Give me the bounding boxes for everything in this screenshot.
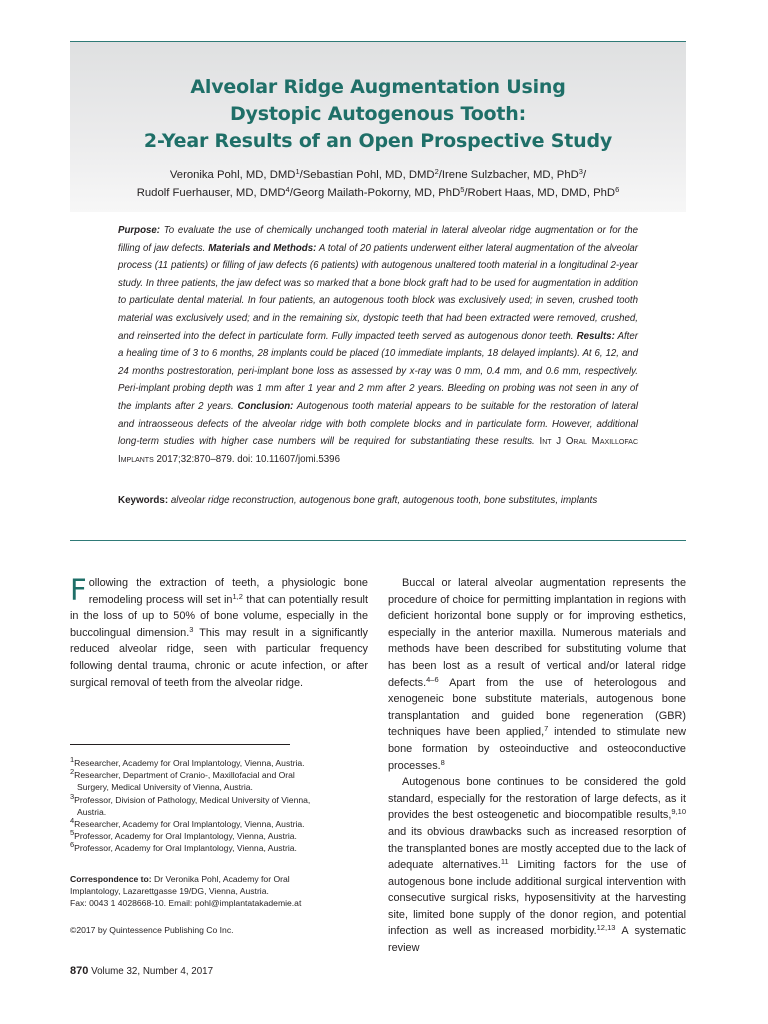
results-text: After a healing time of 3 to 6 months, 28 implants could be placed (10 immediate implants, 18 delayed implants). At 6, 12, and 24 months postrestoration, peri-implant bone loss as assessed by x-ray was 0 mm, 0.4 mm, and 0.6 mm, respectively. Peri-implant probing depth was 1 mm after 1 year and 2 mm after 2 years. Bleeding on probing was not seen in any of the implants after 2 years.	[118, 330, 638, 412]
citation-ref: 3	[189, 624, 194, 634]
body-text: Limiting factors for the use of autogenous bone include additional surgical intervention with consecutive surgical risks, hyposensitivity at the harvesting site, limited bone supply of the donor region, and potential infection as well as increased morbidity.	[388, 859, 687, 938]
author-name: Rudolf Fuerhauser, MD, DMD	[136, 187, 286, 199]
body-text: Apart from the use of heterologous and xenogeneic bone substitute materials, autogenous bone transplantation and guided bone regeneration (GBR) techniques have been applied,	[388, 676, 686, 739]
body-text: and its obvious drawbacks such as increased resorption of the transplanted bones are mostly accepted due to the lack of adequate alternatives.	[388, 825, 686, 872]
body-column-left	[70, 575, 368, 691]
correspondence-contact: Fax: 0043 1 4028668-10. Email: pohl@implantatakademie.at	[70, 898, 302, 909]
footnote-mark: 1	[70, 755, 75, 764]
drop-cap: F	[70, 573, 87, 607]
citation-ref: 9,10	[671, 807, 686, 817]
author-line-2	[70, 184, 686, 202]
body-text: intended to stimulate new bone formation by osteoinductive and osteoconductive processes.	[388, 726, 686, 772]
footnote-text: Professor, Academy for Oral Implantology, Vienna, Austria.	[74, 831, 297, 842]
footnote-text: Surgery, Medical University of Vienna, Austria.	[77, 782, 253, 793]
conclusion-label: Conclusion:	[237, 400, 294, 412]
methods-label: Materials and Methods:	[208, 242, 317, 254]
citation-ref: 7	[544, 724, 549, 734]
body-text: ollowing the extraction of teeth, a physiologic bone remodeling process will set in	[88, 577, 368, 606]
keywords-label: Keywords:	[118, 495, 169, 506]
paragraph	[388, 774, 686, 957]
affiliation-mark: 3	[578, 167, 583, 176]
footnote-text: Researcher, Academy for Oral Implantology, Vienna, Austria.	[74, 758, 305, 768]
body-text: Autogenous bone continues to be considered the gold standard, especially for the restoration of large defects, as it provides the best osteogenetic and biocompatible results,	[388, 776, 686, 822]
citation-ref: 8	[440, 757, 445, 767]
article-title	[70, 74, 686, 155]
copyright: ©2017 by Quintessence Publishing Co Inc.	[70, 925, 234, 935]
correspondence-label: Correspondence to:	[70, 874, 152, 884]
citation: 2017;32:870–879. doi: 10.11607/jomi.5396	[153, 453, 340, 465]
footnote-text: Researcher, Academy for Oral Implantology, Vienna, Austria.	[74, 819, 305, 830]
footnote	[70, 830, 370, 842]
keywords-text: alveolar ridge reconstruction, autogenous bone graft, autogenous tooth, bone substitutes, implants	[168, 495, 598, 506]
title-line-1: Alveolar Ridge Augmentation Using	[190, 76, 566, 98]
footnote	[70, 818, 370, 830]
affiliation-mark: 6	[615, 185, 620, 194]
page-footer	[70, 965, 213, 978]
purpose-label: Purpose:	[118, 225, 160, 236]
footnote-mark: 2	[70, 767, 75, 777]
correspondence-address: Implantology, Lazarettgasse 19/DG, Vienna, Austria.	[70, 886, 269, 897]
footnote-text: Researcher, Department of Cranio-, Maxillofacial and Oral	[74, 770, 295, 781]
section-rule	[70, 540, 686, 541]
methods-text: A total of 20 patients underwent either lateral augmentation of the alveolar process (11 patients) or filling of jaw defects (6 patients) with autogenous unaltered tooth material in a longitudinal 2-year study. In three patients, the jaw defect was so marked that a bone block graft had to be used for augmentation in addition to particulate dental material. In four patients, an autogenous tooth block was exclusively used; in seven, crushed tooth material was exclusively used; and in the remaining six, dystopic teeth that had been extracted were removed, crushed, and reinserted into the defect in particulate form. Fully impacted teeth served as autogenous donor teeth.	[118, 242, 639, 342]
author-list	[70, 166, 686, 202]
footnote	[70, 842, 370, 854]
footnote	[70, 769, 370, 793]
affiliation-mark: 4	[285, 185, 290, 194]
citation-ref: 11	[500, 857, 509, 867]
body-text: Buccal or lateral alveolar augmentation represents the procedure of choice for permitting implantation in regions with deficient horizontal bone supply or for improving esthetics, especially in the anterior maxilla. Numerous materials and methods have been described for substituting volume that has been lost as a result of vertical and/or lateral ridge defects.	[388, 577, 686, 689]
footnote-mark: 4	[70, 816, 75, 826]
footnote-text: Professor, Division of Pathology, Medical University of Vienna,	[74, 794, 311, 805]
author-separator: /	[582, 169, 587, 181]
citation-ref: 12,13	[596, 923, 616, 933]
footnote	[70, 791, 370, 818]
abstract	[118, 222, 638, 468]
body-text: This may result in a significantly reduced alveolar ridge, seen with particular frequency following dental trauma, chronic or acute infection, or after surgical removal of teeth from the alveolar ridge.	[70, 626, 368, 689]
results-label: Results:	[576, 330, 615, 342]
affiliation-footnotes	[70, 757, 370, 855]
footnote-text: Professor, Academy for Oral Implantology, Vienna, Austria.	[74, 843, 297, 854]
footnote-rule	[70, 744, 290, 745]
affiliation-mark: 2	[434, 167, 439, 176]
issue-info: Volume 32, Number 4, 2017	[88, 966, 214, 977]
affiliation-mark: 5	[460, 185, 465, 194]
conclusion-text: Autogenous tooth material appears to be suitable for the restoration of lateral and intraosseous defects of the alveolar ridge with both complete blocks and in particulate form. However, additional long-term studies with higher case numbers will be required for substantiating these results.	[118, 400, 638, 448]
author-name: Veronika Pohl, MD, DMD	[169, 169, 296, 181]
paragraph	[388, 575, 686, 774]
title-line-3: 2-Year Results of an Open Prospective Study	[143, 130, 613, 152]
body-text: that can potentially result in the loss of up to 50% of bone volume, especially in the buccolingual dimension.	[70, 593, 368, 639]
citation-ref: 1,2	[232, 591, 243, 601]
author-name: /Georg Mailath-Pokorny, MD, PhD	[289, 187, 461, 199]
citation-ref: 4–6	[426, 674, 439, 684]
journal-name: Int J Oral Maxillofac Implants	[118, 436, 638, 465]
body-text: A systematic review	[388, 925, 686, 955]
correspondence-text: Dr Veronika Pohl, Academy for Oral	[151, 874, 290, 884]
correspondence	[70, 873, 370, 910]
body-column-right	[388, 575, 686, 957]
affiliation-mark: 1	[295, 167, 300, 176]
keywords	[118, 493, 638, 508]
footnote-mark: 5	[70, 828, 75, 838]
author-name: /Irene Sulzbacher, MD, PhD	[438, 169, 579, 181]
purpose-text: To evaluate the use of chemically unchanged tooth material in lateral alveolar ridge augmentation or for the filling of jaw defects.	[118, 225, 638, 254]
footnote-mark: 6	[70, 840, 75, 850]
page-number: 870	[70, 965, 89, 977]
title-line-2: Dystopic Autogenous Tooth:	[229, 103, 527, 125]
author-name: /Robert Haas, MD, DMD, PhD	[464, 187, 616, 199]
footnote-text: Austria.	[77, 806, 107, 817]
footnote-mark: 3	[70, 791, 75, 801]
footnote	[70, 757, 370, 769]
author-line-1	[70, 166, 686, 184]
author-name: /Sebastian Pohl, MD, DMD	[299, 169, 435, 181]
